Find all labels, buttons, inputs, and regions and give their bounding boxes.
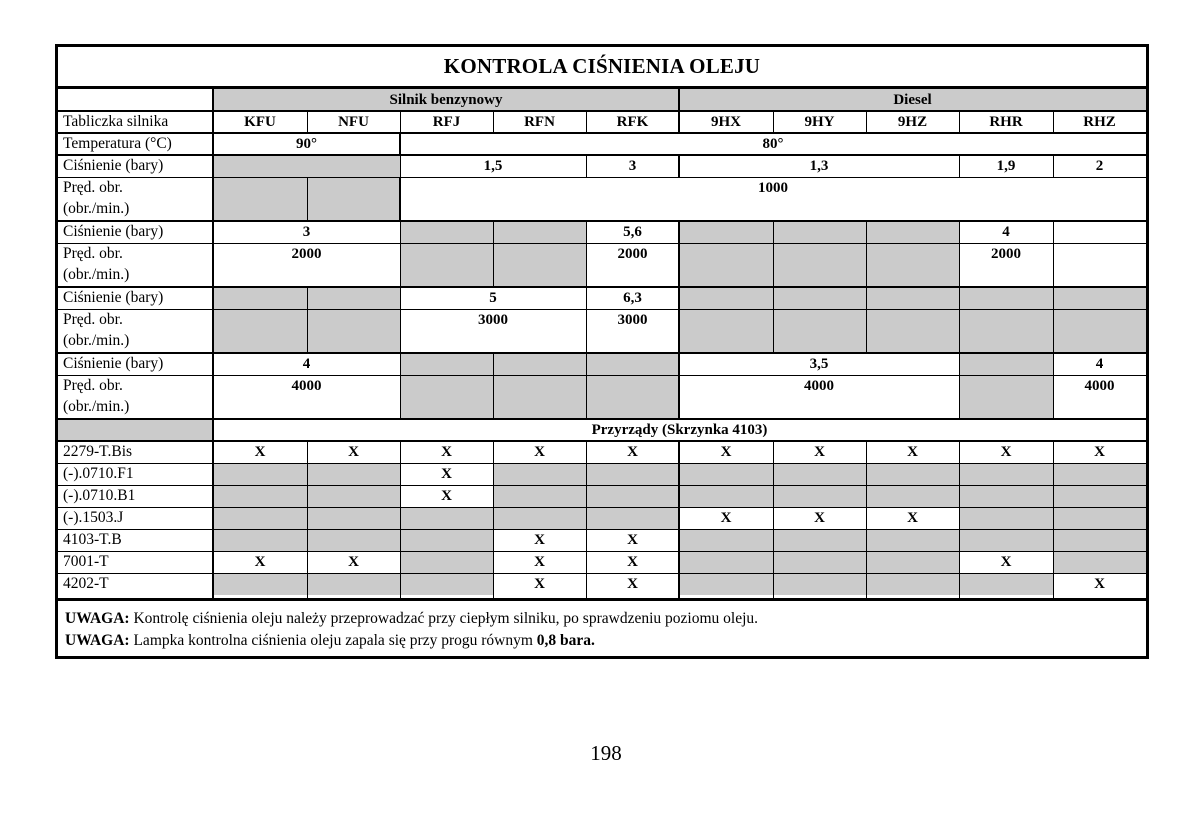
grid-line: [58, 573, 1146, 574]
shaded-cell: [866, 287, 959, 353]
grid-line: [493, 221, 494, 287]
speed-label-line1: Pręd. obr.: [63, 311, 123, 328]
shaded-cell: [959, 353, 1053, 419]
grid-line: [58, 485, 1146, 486]
shaded-cell: [586, 353, 679, 419]
shaded-cell: [493, 353, 586, 419]
grid-line: [400, 221, 401, 287]
note-2: [65, 630, 1146, 652]
tool-name: (-).0710.F1: [63, 465, 134, 482]
shaded-cell: [679, 573, 773, 595]
grid-line: [1053, 221, 1054, 287]
shaded-cell: [307, 155, 400, 221]
grid-line: [959, 353, 960, 419]
tool-mark: X: [1094, 576, 1105, 592]
tool-mark: X: [441, 444, 452, 460]
tool-name: (-).1503.J: [63, 509, 124, 526]
grid-line: [400, 353, 401, 419]
shaded-cell: [679, 485, 773, 507]
shaded-cell: [959, 287, 1053, 353]
shaded-cell: [213, 573, 307, 595]
table-title: KONTROLA CIŚNIENIA OLEJU: [58, 47, 1146, 89]
shaded-cell: [586, 507, 679, 529]
shaded-cell: [773, 485, 866, 507]
shaded-cell: [1053, 529, 1146, 551]
grid-line: [399, 133, 401, 155]
shaded-cell: [400, 221, 493, 287]
row-label-temperature: Temperatura (°C): [63, 135, 172, 152]
pressure-value: 4: [302, 356, 311, 372]
grid-line: [678, 353, 680, 419]
tool-mark: X: [814, 510, 825, 526]
pressure-value: 2: [1095, 158, 1104, 174]
temperature-value: 90°: [296, 136, 317, 152]
grid-line: [493, 353, 494, 419]
shaded-cell: [1053, 485, 1146, 507]
grid-line: [493, 441, 494, 598]
grid-line: [58, 507, 1146, 508]
pressure-value: 6,3: [623, 290, 642, 306]
grid-line: [399, 177, 401, 221]
shaded-cell: [400, 573, 493, 595]
shaded-cell: [866, 485, 959, 507]
row-label-speed: [58, 243, 213, 287]
grid-line: [1053, 155, 1054, 177]
speed-value: 2000: [991, 246, 1021, 262]
pressure-value: 5: [489, 290, 497, 306]
shaded-cell: [773, 551, 866, 573]
pressure-value: 4: [1095, 356, 1104, 372]
engine-code: 9HX: [711, 114, 741, 130]
shaded-cell: [1053, 463, 1146, 485]
row-label-speed: [58, 177, 213, 221]
grid-line: [773, 111, 774, 133]
grid-line: [959, 287, 960, 353]
speed-label-line1: Pręd. obr.: [63, 179, 123, 196]
grid-line: [307, 441, 308, 598]
engine-code: NFU: [338, 114, 369, 130]
note-2-value: 0,8 bara.: [536, 632, 595, 649]
grid-line: [678, 221, 680, 287]
engine-code: RFN: [524, 114, 555, 130]
tool-mark: X: [441, 488, 452, 504]
grid-line: [586, 287, 587, 353]
oil-pressure-table: [55, 44, 1149, 659]
shaded-cell: [866, 463, 959, 485]
engine-code: RHZ: [1083, 114, 1116, 130]
shaded-cell: [400, 353, 493, 419]
grid-line: [959, 155, 960, 177]
tool-name: 7001-T: [63, 553, 109, 570]
notes-section: [58, 598, 1146, 656]
shaded-cell: [773, 573, 866, 595]
shaded-cell: [307, 463, 400, 485]
shaded-cell: [400, 551, 493, 573]
grid-line: [58, 418, 1146, 420]
grid-line: [1053, 353, 1054, 419]
shaded-cell: [213, 155, 307, 221]
grid-line: [58, 352, 1146, 354]
shaded-cell: [307, 529, 400, 551]
grid-line: [400, 155, 401, 177]
shaded-cell: [213, 463, 307, 485]
tool-mark: X: [254, 444, 266, 460]
shaded-cell: [1053, 551, 1146, 573]
shaded-cell: [307, 485, 400, 507]
tool-mark: X: [1094, 444, 1105, 460]
tool-mark: X: [1000, 444, 1012, 460]
grid-line: [58, 220, 1146, 222]
grid-line: [400, 287, 401, 353]
grid-line: [58, 286, 1146, 288]
grid-line: [586, 111, 587, 133]
grid-line: [400, 111, 401, 133]
tool-mark: X: [348, 444, 359, 460]
grid-line: [773, 287, 774, 353]
tool-name: 4202-T: [63, 575, 109, 592]
grid-line: [678, 441, 680, 598]
shaded-cell: [773, 221, 866, 287]
grid-line: [678, 155, 680, 177]
tool-mark: X: [627, 554, 638, 570]
grid-line: [58, 529, 1146, 530]
grid-line: [58, 375, 1146, 376]
shaded-cell: [213, 507, 307, 529]
engine-code: 9HZ: [897, 114, 928, 130]
grid-line: [866, 221, 867, 287]
shaded-cell: [493, 485, 586, 507]
shaded-cell: [959, 507, 1053, 529]
speed-value: 2000: [617, 246, 648, 262]
shaded-cell: [866, 529, 959, 551]
grid-line: [493, 111, 494, 133]
grid-line: [58, 440, 1146, 442]
row-label-pressure: Ciśnienie (bary): [63, 355, 164, 372]
grid-line: [212, 89, 214, 598]
tool-mark: X: [534, 576, 545, 592]
note-1-label: UWAGA:: [65, 610, 130, 627]
grid-line: [773, 221, 774, 287]
row-label-speed: [58, 309, 213, 353]
row-label-pressure: Ciśnienie (bary): [63, 157, 164, 174]
speed-label-line2: (obr./min.): [63, 266, 130, 283]
group-petrol: Silnik benzynowy: [389, 92, 503, 108]
speed-label-line2: (obr./min.): [63, 398, 130, 415]
shaded-cell: [773, 287, 866, 353]
speed-label-line2: (obr./min.): [63, 332, 130, 349]
shaded-cell: [400, 529, 493, 551]
tool-mark: X: [534, 444, 545, 460]
speed-value: 3000: [478, 312, 508, 328]
shaded-cell: [493, 463, 586, 485]
engine-code: RFJ: [432, 114, 461, 130]
shaded-cell: [1053, 287, 1146, 353]
tool-mark: X: [627, 532, 638, 548]
shaded-cell: [866, 221, 959, 287]
speed-value: 1000: [758, 180, 788, 196]
shaded-cell: [773, 529, 866, 551]
shaded-cell: [773, 463, 866, 485]
grid-line: [586, 155, 587, 177]
grid-line: [58, 110, 1146, 112]
shaded-cell: [586, 485, 679, 507]
tool-mark: X: [534, 532, 545, 548]
grid-line: [1053, 441, 1054, 598]
pressure-value: 3: [302, 224, 311, 240]
tools-header: Przyrządy (Skrzynka 4103): [591, 422, 768, 438]
grid-line: [307, 111, 308, 133]
table-grid: [58, 89, 1146, 598]
tool-name: 4103-T.B: [63, 531, 122, 548]
tool-name: 2279-T.Bis: [63, 443, 133, 460]
shaded-cell: [866, 573, 959, 595]
temperature-value: 80°: [762, 136, 784, 152]
tool-mark: X: [720, 444, 732, 460]
speed-value: 4000: [291, 378, 322, 394]
tools-header-blank: [58, 419, 213, 441]
shaded-cell: [959, 485, 1053, 507]
grid-line: [400, 441, 401, 598]
tool-mark: X: [907, 444, 918, 460]
shaded-cell: [1053, 507, 1146, 529]
speed-label-line1: Pręd. obr.: [63, 245, 123, 262]
grid-line: [586, 221, 587, 287]
grid-line: [307, 287, 308, 353]
grid-line: [58, 309, 1146, 310]
note-2-text: Lampka kontrolna ciśnienia oleju zapala się przy progu równym: [133, 632, 533, 649]
grid-line: [678, 89, 680, 111]
shaded-cell: [866, 551, 959, 573]
pressure-value: 1,3: [809, 158, 829, 174]
pressure-value: 4: [1002, 224, 1010, 240]
grid-line: [586, 441, 587, 598]
shaded-cell: [679, 463, 773, 485]
note-1: [65, 608, 1146, 630]
tool-mark: X: [534, 554, 545, 570]
engine-code: KFU: [244, 114, 276, 130]
shaded-cell: [213, 529, 307, 551]
pressure-value: 3,5: [809, 356, 829, 372]
pressure-value: 1,5: [483, 158, 503, 174]
tool-mark: X: [720, 510, 732, 526]
speed-label-line2: (obr./min.): [63, 200, 130, 217]
shaded-cell: [307, 507, 400, 529]
speed-value: 4000: [804, 378, 834, 394]
grid-line: [959, 441, 960, 598]
row-label-pressure: Ciśnienie (bary): [63, 289, 164, 306]
grid-line: [58, 154, 1146, 156]
speed-label-line1: Pręd. obr.: [63, 377, 123, 394]
shaded-cell: [307, 573, 400, 595]
row-label-plate: Tabliczka silnika: [63, 113, 169, 130]
page-number: 198: [590, 741, 622, 765]
shaded-cell: [586, 463, 679, 485]
row-label-pressure: Ciśnienie (bary): [63, 223, 164, 240]
grid-line: [58, 132, 1146, 134]
shaded-cell: [213, 287, 307, 353]
engine-code: RFK: [616, 114, 649, 130]
pressure-value: 5,6: [623, 224, 642, 240]
shaded-cell: [679, 221, 773, 287]
row-label-speed: [58, 375, 213, 419]
shaded-cell: [493, 221, 586, 287]
grid-line: [1053, 111, 1054, 133]
shaded-cell: [679, 551, 773, 573]
shaded-cell: [493, 507, 586, 529]
engine-code: 9HY: [804, 114, 835, 130]
shaded-cell: [213, 485, 307, 507]
grid-line: [959, 221, 960, 287]
grid-line: [866, 441, 867, 598]
pressure-value: 1,9: [996, 158, 1016, 174]
tool-mark: X: [441, 466, 452, 482]
grid-line: [58, 177, 1146, 178]
note-2-label: UWAGA:: [65, 632, 130, 649]
shaded-cell: [959, 573, 1053, 595]
shaded-cell: [400, 507, 493, 529]
group-diesel: Diesel: [893, 92, 932, 108]
tool-mark: X: [254, 554, 266, 570]
tool-name: (-).0710.B1: [63, 487, 136, 504]
tool-mark: X: [627, 444, 638, 460]
tool-mark: X: [348, 554, 359, 570]
tool-mark: X: [814, 444, 825, 460]
shaded-cell: [959, 463, 1053, 485]
pressure-value: 3: [628, 158, 637, 174]
grid-line: [586, 353, 587, 419]
tool-mark: X: [907, 510, 918, 526]
grid-line: [773, 441, 774, 598]
speed-value: 4000: [1084, 378, 1115, 394]
shaded-cell: [679, 287, 773, 353]
tool-mark: X: [627, 576, 638, 592]
engine-code: RHR: [989, 114, 1023, 130]
shaded-cell: [307, 287, 400, 353]
grid-line: [58, 551, 1146, 552]
grid-line: [1053, 287, 1054, 353]
grid-line: [959, 111, 960, 133]
speed-value: 3000: [617, 312, 648, 328]
grid-line: [58, 463, 1146, 464]
grid-line: [866, 287, 867, 353]
grid-line: [307, 177, 308, 221]
grid-line: [678, 111, 680, 133]
grid-line: [678, 287, 680, 353]
speed-value: 2000: [291, 246, 322, 262]
grid-line: [866, 111, 867, 133]
shaded-cell: [679, 529, 773, 551]
tool-mark: X: [1000, 554, 1012, 570]
grid-line: [58, 243, 1146, 244]
shaded-cell: [959, 529, 1053, 551]
note-1-text: Kontrolę ciśnienia oleju należy przeprowadzać przy ciepłym silniku, po sprawdzeniu poziomu oleju.: [133, 610, 759, 627]
